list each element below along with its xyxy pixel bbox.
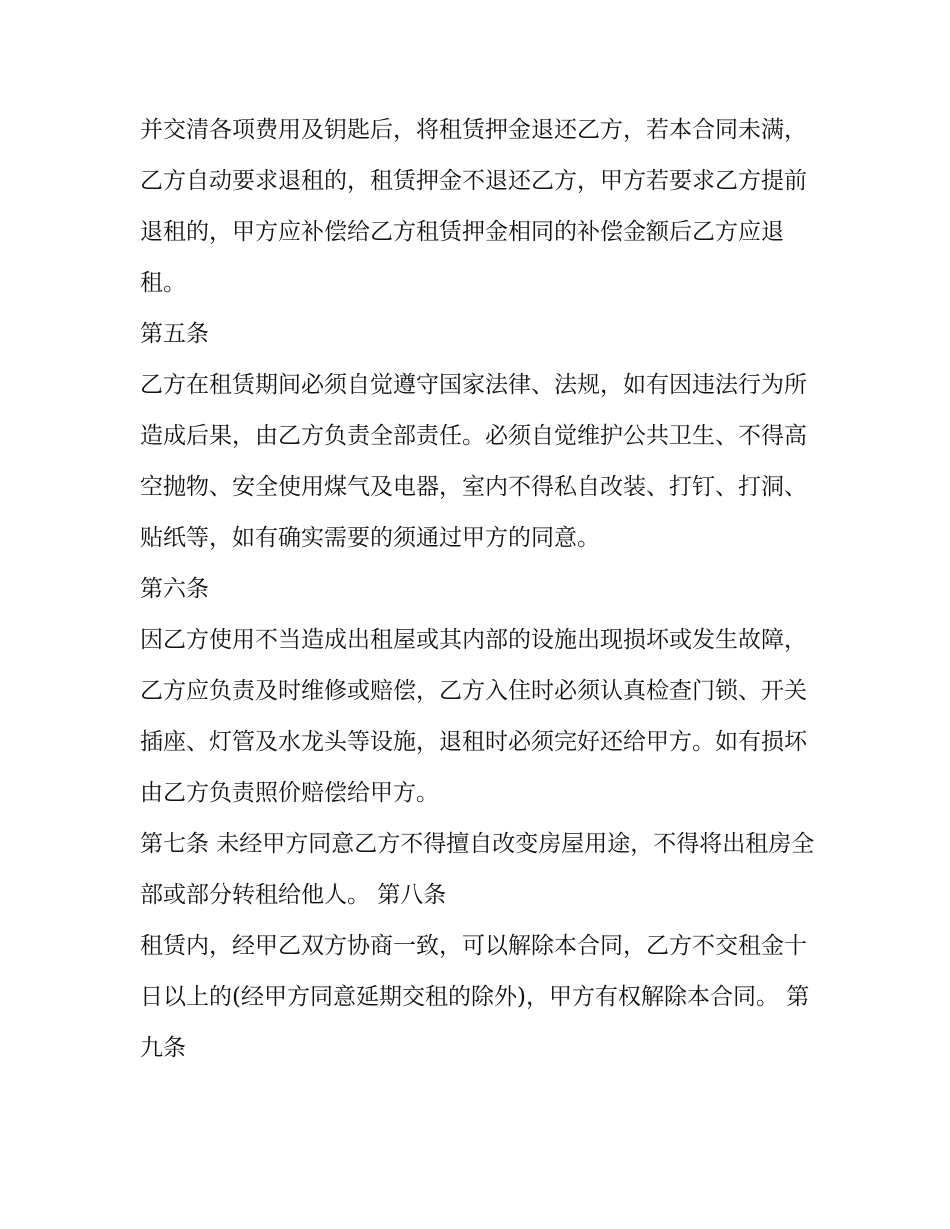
paragraph-article-8: 租赁内，经甲乙双方协商一致，可以解除本合同，乙方不交租金十日以上的(经甲方同意延期交租的除外)，甲方有权解除本合同。 第九条 xyxy=(140,933,810,1061)
paragraph-deposit-refund: 并交清各项费用及钥匙后，将租赁押金退还乙方，若本合同未满，乙方自动要求退租的，租赁押金不退还乙方，甲方若要求乙方提前退租的，甲方应补偿给乙方租赁押金相同的补偿金额后乙方应退租。 xyxy=(140,117,807,296)
document-body xyxy=(140,105,820,1074)
paragraph-article-7: 第七条 未经甲方同意乙方不得擅自改变房屋用途，不得将出租房全部或部分转租给他人。 第八条 xyxy=(140,831,815,908)
article-6-heading: 第六条 xyxy=(140,576,209,602)
paragraph-article-6: 因乙方使用不当造成出租屋或其内部的设施出现损坏或发生故障，乙方应负责及时维修或赔偿，乙方入住时必须认真检查门锁、开关插座、灯管及水龙头等设施，退租时必须完好还给甲方。如有损坏由乙方负责照价赔偿给甲方。 xyxy=(140,627,807,806)
paragraph-article-5: 乙方在租赁期间必须自觉遵守国家法律、法规，如有因违法行为所造成后果，由乙方负责全部责任。必须自觉维护公共卫生、不得高空抛物、安全使用煤气及电器，室内不得私自改装、打钉、打洞、贴纸等，如有确实需要的须通过甲方的同意。 xyxy=(140,372,807,551)
article-5-heading: 第五条 xyxy=(140,321,209,347)
